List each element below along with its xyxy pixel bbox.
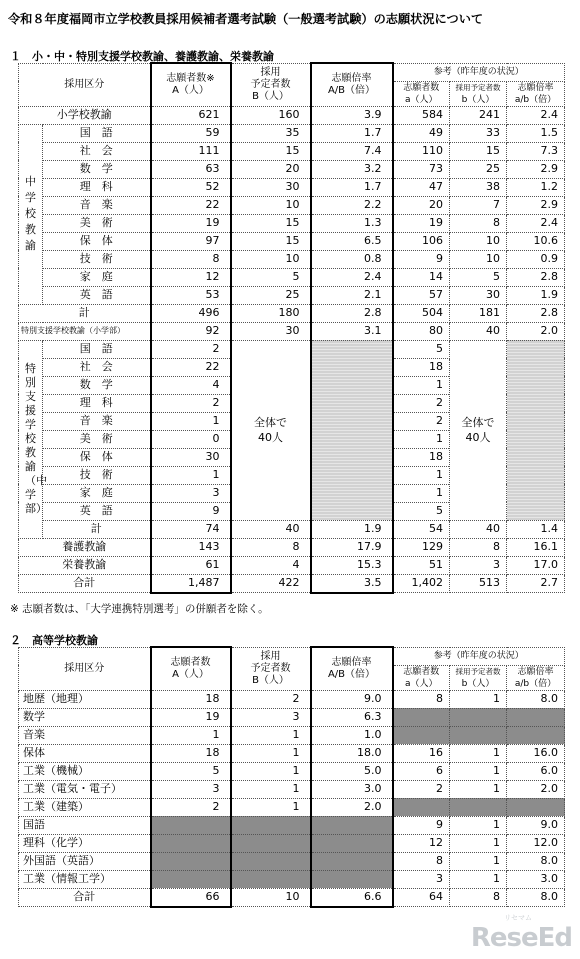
ratio-cell: 5.0: [311, 762, 393, 780]
ratio-cell: 17.9: [311, 538, 393, 556]
ref-applicants-cell: 20: [393, 196, 450, 214]
merged-ref-planned-cell: [450, 340, 507, 520]
row-label: 技 術: [43, 250, 151, 268]
row-label: 家 庭: [43, 484, 151, 502]
planned-cell: 40: [231, 520, 311, 538]
row-label: 小学校教諭: [19, 106, 151, 124]
row-label: 合計: [19, 888, 151, 907]
ref-planned-cell: 40: [450, 520, 507, 538]
planned-cell: 422: [231, 574, 311, 593]
page-title: 令和８年度福岡市立学校教員採用候補者選考試験（一般選考試験）の志願状況について: [8, 12, 484, 26]
ref-ratio-cell: 2.8: [507, 268, 565, 286]
row-jh-subject: [19, 124, 565, 142]
shaded-cell: [151, 852, 231, 870]
row-label: 社 会: [43, 358, 151, 376]
ref-planned-cell: 1: [450, 852, 507, 870]
row-hs-subject: [19, 744, 565, 762]
ref-applicants-cell: 584: [393, 106, 450, 124]
applicants-cell: 1: [151, 412, 231, 430]
row-hs-subject: [19, 708, 565, 726]
section-1-heading: １ 小・中・特別支援学校教諭、養護教諭、栄養教諭: [10, 50, 274, 63]
group-label-sn: 特別支援学校教諭（中学部）: [19, 340, 43, 538]
ref-planned-cell: 181: [450, 304, 507, 322]
row-label: 国 語: [43, 124, 151, 142]
header-reference: 参考（昨年度の状況）: [393, 63, 565, 81]
row-label: 栄養教諭: [19, 556, 151, 574]
ratio-cell: 0.8: [311, 250, 393, 268]
shaded-cell: [311, 852, 393, 870]
planned-cell: 1: [231, 780, 311, 798]
applicants-cell: 1: [151, 466, 231, 484]
row-hs-subject: [19, 690, 565, 708]
row-hs-subject: [19, 780, 565, 798]
ref-applicants-cell: 64: [393, 888, 450, 907]
applicants-cell: 59: [151, 124, 231, 142]
merged-text-1: 全体で: [254, 416, 287, 429]
row-sn-elementary: [19, 322, 565, 340]
ratio-cell: 2.0: [311, 798, 393, 816]
row-jh-subject: [19, 250, 565, 268]
shaded-cell: [311, 816, 393, 834]
row-label: 合計: [19, 574, 151, 593]
ratio-cell: 1.7: [311, 124, 393, 142]
row-label: 美 術: [43, 430, 151, 448]
watermark-logo: ReseEd: [470, 923, 572, 953]
ref-planned-cell: 1: [450, 834, 507, 852]
shaded-cell: [311, 834, 393, 852]
row-sn-subject: [19, 340, 565, 358]
applicants-cell: 30: [151, 448, 231, 466]
ref-planned-cell: 1: [450, 744, 507, 762]
ref-ratio-cell: 3.0: [507, 870, 565, 888]
ratio-cell: 3.9: [311, 106, 393, 124]
ratio-cell: 3.1: [311, 322, 393, 340]
planned-cell: 1: [231, 744, 311, 762]
ref-applicants-cell: 2: [393, 412, 450, 430]
applicants-cell: 111: [151, 142, 231, 160]
ref-planned-cell: 1: [450, 762, 507, 780]
ref-planned-cell: 38: [450, 178, 507, 196]
footnote: ※ 志願者数は、「大学連携特別選考」の併願者を除く。: [10, 603, 269, 615]
ref-applicants-cell: 1: [393, 430, 450, 448]
merged-planned-cell: [231, 340, 311, 520]
ref-applicants-cell: 14: [393, 268, 450, 286]
row-sn-total: [19, 520, 565, 538]
applicants-cell: 9: [151, 502, 231, 520]
ref-ratio-cell: 2.0: [507, 322, 565, 340]
ratio-cell: 6.5: [311, 232, 393, 250]
planned-cell: 1: [231, 762, 311, 780]
planned-cell: 10: [231, 196, 311, 214]
ref-ratio-cell: 6.0: [507, 762, 565, 780]
merged-text-2: 40人: [258, 431, 283, 444]
ref-ratio-cell: 1.2: [507, 178, 565, 196]
applicants-cell: 3: [151, 484, 231, 502]
ref-ratio-cell: 10.6: [507, 232, 565, 250]
applicants-cell: 2: [151, 340, 231, 358]
row-label: 養護教諭: [19, 538, 151, 556]
ratio-cell: 1.3: [311, 214, 393, 232]
ref-ratio-cell: 2.0: [507, 780, 565, 798]
ref-applicants-cell: 106: [393, 232, 450, 250]
ref-applicants-cell: 6: [393, 762, 450, 780]
row-label: 外国語（英語）: [19, 852, 151, 870]
applicants-cell: 61: [151, 556, 231, 574]
row-label: 計: [19, 304, 151, 322]
applicants-cell: 5: [151, 762, 231, 780]
planned-cell: 30: [231, 178, 311, 196]
row-jh-total: [19, 304, 565, 322]
ref-applicants-cell: 73: [393, 160, 450, 178]
row-elementary: [19, 106, 565, 124]
header-applicants: 志願者数 A（人）: [151, 647, 231, 690]
ref-planned-cell: 8: [450, 888, 507, 907]
row-jh-subject: [19, 178, 565, 196]
header-ratio: 志願倍率 A/B（倍）: [311, 647, 393, 690]
header-ref-ratio: 志願倍率 a/b（倍）: [507, 81, 565, 106]
ref-applicants-cell: 80: [393, 322, 450, 340]
shaded-cell: [231, 870, 311, 888]
ref-ratio-cell: 8.0: [507, 690, 565, 708]
ref-planned-cell: 5: [450, 268, 507, 286]
row-label: 工業（電気・電子）: [19, 780, 151, 798]
ref-applicants-cell: 3: [393, 870, 450, 888]
row-hs-subject: [19, 726, 565, 744]
row-hs-subject: [19, 834, 565, 852]
row-label: 工業（情報工学）: [19, 870, 151, 888]
row-hs-subject: [19, 762, 565, 780]
ref-applicants-cell: 1,402: [393, 574, 450, 593]
hatched-ratio-cell: [311, 340, 393, 520]
ref-ratio-cell: 12.0: [507, 834, 565, 852]
ref-ratio-cell: 0.9: [507, 250, 565, 268]
ref-ratio-cell: 2.4: [507, 214, 565, 232]
row-label: 地歴（地理）: [19, 690, 151, 708]
row-jh-subject: [19, 286, 565, 304]
shaded-cell: [231, 852, 311, 870]
merged-text-1: 全体で: [461, 416, 495, 429]
applicants-cell: 22: [151, 196, 231, 214]
hatched-ref-ratio-cell: [507, 340, 565, 520]
planned-cell: 35: [231, 124, 311, 142]
header-ref-applicants: 志願者数 a（人）: [393, 665, 450, 690]
ratio-cell: 1.7: [311, 178, 393, 196]
shaded-cell: [231, 816, 311, 834]
watermark-sub: リセマム: [504, 914, 532, 922]
shaded-cell: [450, 708, 507, 726]
ref-ratio-cell: 17.0: [507, 556, 565, 574]
applicants-cell: 53: [151, 286, 231, 304]
row-label: 英 語: [43, 502, 151, 520]
ref-planned-cell: 10: [450, 250, 507, 268]
ref-applicants-cell: 8: [393, 690, 450, 708]
ref-ratio-cell: 2.8: [507, 304, 565, 322]
header-ref-ratio: 志願倍率 a/b（倍）: [507, 665, 565, 690]
planned-cell: 10: [231, 250, 311, 268]
applicants-cell: 3: [151, 780, 231, 798]
ratio-cell: 2.2: [311, 196, 393, 214]
shaded-cell: [393, 726, 450, 744]
planned-cell: 30: [231, 322, 311, 340]
ref-planned-cell: 25: [450, 160, 507, 178]
row-jh-subject: [19, 232, 565, 250]
row-jh-subject: [19, 142, 565, 160]
ref-applicants-cell: 8: [393, 852, 450, 870]
row-jh-subject: [19, 214, 565, 232]
applicants-cell: 18: [151, 690, 231, 708]
row-eiyo: [19, 556, 565, 574]
ref-ratio-cell: 16.1: [507, 538, 565, 556]
shaded-cell: [507, 798, 565, 816]
header-ref-planned: 採用予定者数 b（人）: [450, 81, 507, 106]
row-hs-subject: [19, 798, 565, 816]
ref-planned-cell: 241: [450, 106, 507, 124]
shaded-cell: [507, 708, 565, 726]
planned-cell: 15: [231, 142, 311, 160]
ratio-cell: 1.0: [311, 726, 393, 744]
merged-text-2: 40人: [465, 431, 491, 444]
applicants-cell: 2: [151, 798, 231, 816]
ratio-cell: 7.4: [311, 142, 393, 160]
ref-applicants-cell: 1: [393, 466, 450, 484]
planned-cell: 2: [231, 690, 311, 708]
ref-ratio-cell: 16.0: [507, 744, 565, 762]
row-label: 音 楽: [43, 412, 151, 430]
applicants-cell: 18: [151, 744, 231, 762]
ref-planned-cell: 8: [450, 538, 507, 556]
ref-applicants-cell: 19: [393, 214, 450, 232]
row-label: 国語: [19, 816, 151, 834]
planned-cell: 20: [231, 160, 311, 178]
planned-cell: 8: [231, 538, 311, 556]
ref-applicants-cell: 5: [393, 502, 450, 520]
shaded-cell: [151, 834, 231, 852]
ref-ratio-cell: 8.0: [507, 888, 565, 907]
ref-applicants-cell: 18: [393, 448, 450, 466]
row-label: 美 術: [43, 214, 151, 232]
table-section-1: [18, 62, 565, 594]
header-planned: 採用 予定者数 B（人）: [231, 647, 311, 690]
ref-ratio-cell: 2.9: [507, 196, 565, 214]
ref-applicants-cell: 2: [393, 394, 450, 412]
planned-cell: 4: [231, 556, 311, 574]
ref-applicants-cell: 57: [393, 286, 450, 304]
planned-cell: 15: [231, 214, 311, 232]
row-label: 理 科: [43, 394, 151, 412]
planned-cell: 15: [231, 232, 311, 250]
ref-planned-cell: 513: [450, 574, 507, 593]
planned-cell: 180: [231, 304, 311, 322]
applicants-cell: 4: [151, 376, 231, 394]
ref-ratio-cell: 7.3: [507, 142, 565, 160]
planned-cell: 3: [231, 708, 311, 726]
row-label: 音 楽: [43, 196, 151, 214]
row-label: 工業（建築）: [19, 798, 151, 816]
planned-cell: 25: [231, 286, 311, 304]
applicants-cell: 66: [151, 888, 231, 907]
ref-applicants-cell: 54: [393, 520, 450, 538]
header-ref-applicants: 志願者数 a（人）: [393, 81, 450, 106]
ref-planned-cell: 1: [450, 870, 507, 888]
ref-applicants-cell: 47: [393, 178, 450, 196]
applicants-cell: 52: [151, 178, 231, 196]
row-label: 技 術: [43, 466, 151, 484]
ref-applicants-cell: 18: [393, 358, 450, 376]
ref-planned-cell: 30: [450, 286, 507, 304]
applicants-cell: 8: [151, 250, 231, 268]
section-2-heading: ２ 高等学校教諭: [10, 634, 98, 647]
ref-planned-cell: 1: [450, 816, 507, 834]
row-label: 工業（機械）: [19, 762, 151, 780]
applicants-cell: 74: [151, 520, 231, 538]
row-label: 音楽: [19, 726, 151, 744]
ratio-cell: 18.0: [311, 744, 393, 762]
shaded-cell: [507, 726, 565, 744]
shaded-cell: [151, 816, 231, 834]
row-label: 保 体: [43, 448, 151, 466]
ref-ratio-cell: 1.5: [507, 124, 565, 142]
row-label: 理科（化学）: [19, 834, 151, 852]
ratio-cell: 2.1: [311, 286, 393, 304]
row-label: 英 語: [43, 286, 151, 304]
applicants-cell: 19: [151, 708, 231, 726]
planned-cell: 1: [231, 726, 311, 744]
ratio-cell: 6.3: [311, 708, 393, 726]
shaded-cell: [450, 798, 507, 816]
row-total: [19, 574, 565, 593]
ratio-cell: 9.0: [311, 690, 393, 708]
row-label: 社 会: [43, 142, 151, 160]
applicants-cell: 12: [151, 268, 231, 286]
ratio-cell: 3.5: [311, 574, 393, 593]
ref-applicants-cell: 9: [393, 816, 450, 834]
row-label: 数学: [19, 708, 151, 726]
applicants-cell: 19: [151, 214, 231, 232]
ratio-cell: 2.4: [311, 268, 393, 286]
ref-planned-cell: 15: [450, 142, 507, 160]
row-label: 特別支援学校教諭（小学部）: [19, 322, 151, 340]
ref-applicants-cell: 1: [393, 376, 450, 394]
ref-applicants-cell: 51: [393, 556, 450, 574]
ref-applicants-cell: 504: [393, 304, 450, 322]
shaded-cell: [151, 870, 231, 888]
ref-applicants-cell: 1: [393, 484, 450, 502]
row-jh-subject: [19, 196, 565, 214]
ref-planned-cell: 10: [450, 232, 507, 250]
header-kubun: 採用区分: [19, 647, 151, 690]
ref-planned-cell: 1: [450, 780, 507, 798]
ref-ratio-cell: 9.0: [507, 816, 565, 834]
header-reference: 参考（昨年度の状況）: [393, 647, 565, 665]
row-hs-subject: [19, 870, 565, 888]
ref-applicants-cell: 129: [393, 538, 450, 556]
shaded-cell: [231, 834, 311, 852]
ref-planned-cell: 7: [450, 196, 507, 214]
row-label: 数 学: [43, 376, 151, 394]
header-kubun: 採用区分: [19, 63, 151, 106]
ref-planned-cell: 8: [450, 214, 507, 232]
ref-ratio-cell: 2.9: [507, 160, 565, 178]
planned-cell: 10: [231, 888, 311, 907]
ref-planned-cell: 3: [450, 556, 507, 574]
applicants-cell: 1: [151, 726, 231, 744]
ref-applicants-cell: 110: [393, 142, 450, 160]
ref-ratio-cell: 1.9: [507, 286, 565, 304]
applicants-cell: 2: [151, 394, 231, 412]
ratio-cell: 1.9: [311, 520, 393, 538]
ref-applicants-cell: 49: [393, 124, 450, 142]
row-label: 国 語: [43, 340, 151, 358]
shaded-cell: [393, 798, 450, 816]
row-hs-subject: [19, 816, 565, 834]
header-ratio: 志願倍率 A/B（倍）: [311, 63, 393, 106]
ratio-cell: 3.2: [311, 160, 393, 178]
applicants-cell: 143: [151, 538, 231, 556]
ratio-cell: 2.8: [311, 304, 393, 322]
ref-planned-cell: 1: [450, 690, 507, 708]
ref-planned-cell: 40: [450, 322, 507, 340]
ref-ratio-cell: 2.4: [507, 106, 565, 124]
applicants-cell: 0: [151, 430, 231, 448]
row-jh-subject: [19, 268, 565, 286]
row-yogo: [19, 538, 565, 556]
shaded-cell: [450, 726, 507, 744]
applicants-cell: 63: [151, 160, 231, 178]
shaded-cell: [311, 870, 393, 888]
row-hs-total: [19, 888, 565, 907]
row-hs-subject: [19, 852, 565, 870]
table-section-2: [18, 646, 565, 908]
row-label: 理 科: [43, 178, 151, 196]
applicants-cell: 496: [151, 304, 231, 322]
ref-applicants-cell: 12: [393, 834, 450, 852]
planned-cell: 1: [231, 798, 311, 816]
ref-applicants-cell: 16: [393, 744, 450, 762]
ref-ratio-cell: 2.7: [507, 574, 565, 593]
row-label: 保 体: [43, 232, 151, 250]
applicants-cell: 1,487: [151, 574, 231, 593]
ratio-cell: 15.3: [311, 556, 393, 574]
row-label: 保体: [19, 744, 151, 762]
shaded-cell: [393, 708, 450, 726]
applicants-cell: 22: [151, 358, 231, 376]
row-label: 数 学: [43, 160, 151, 178]
ratio-cell: 6.6: [311, 888, 393, 907]
applicants-cell: 621: [151, 106, 231, 124]
row-jh-subject: [19, 160, 565, 178]
ref-applicants-cell: 5: [393, 340, 450, 358]
group-label-jh: 中学校教諭: [19, 124, 43, 304]
ref-ratio-cell: 8.0: [507, 852, 565, 870]
applicants-cell: 97: [151, 232, 231, 250]
ref-applicants-cell: 9: [393, 250, 450, 268]
ref-applicants-cell: 2: [393, 780, 450, 798]
planned-cell: 160: [231, 106, 311, 124]
ref-ratio-cell: 1.4: [507, 520, 565, 538]
ref-planned-cell: 33: [450, 124, 507, 142]
header-planned: 採用 予定者数 B（人）: [231, 63, 311, 106]
applicants-cell: 92: [151, 322, 231, 340]
row-label: 計: [43, 520, 151, 538]
ratio-cell: 3.0: [311, 780, 393, 798]
row-label: 家 庭: [43, 268, 151, 286]
planned-cell: 5: [231, 268, 311, 286]
header-applicants: 志願者数※ A（人）: [151, 63, 231, 106]
header-ref-planned: 採用予定者数 b（人）: [450, 665, 507, 690]
